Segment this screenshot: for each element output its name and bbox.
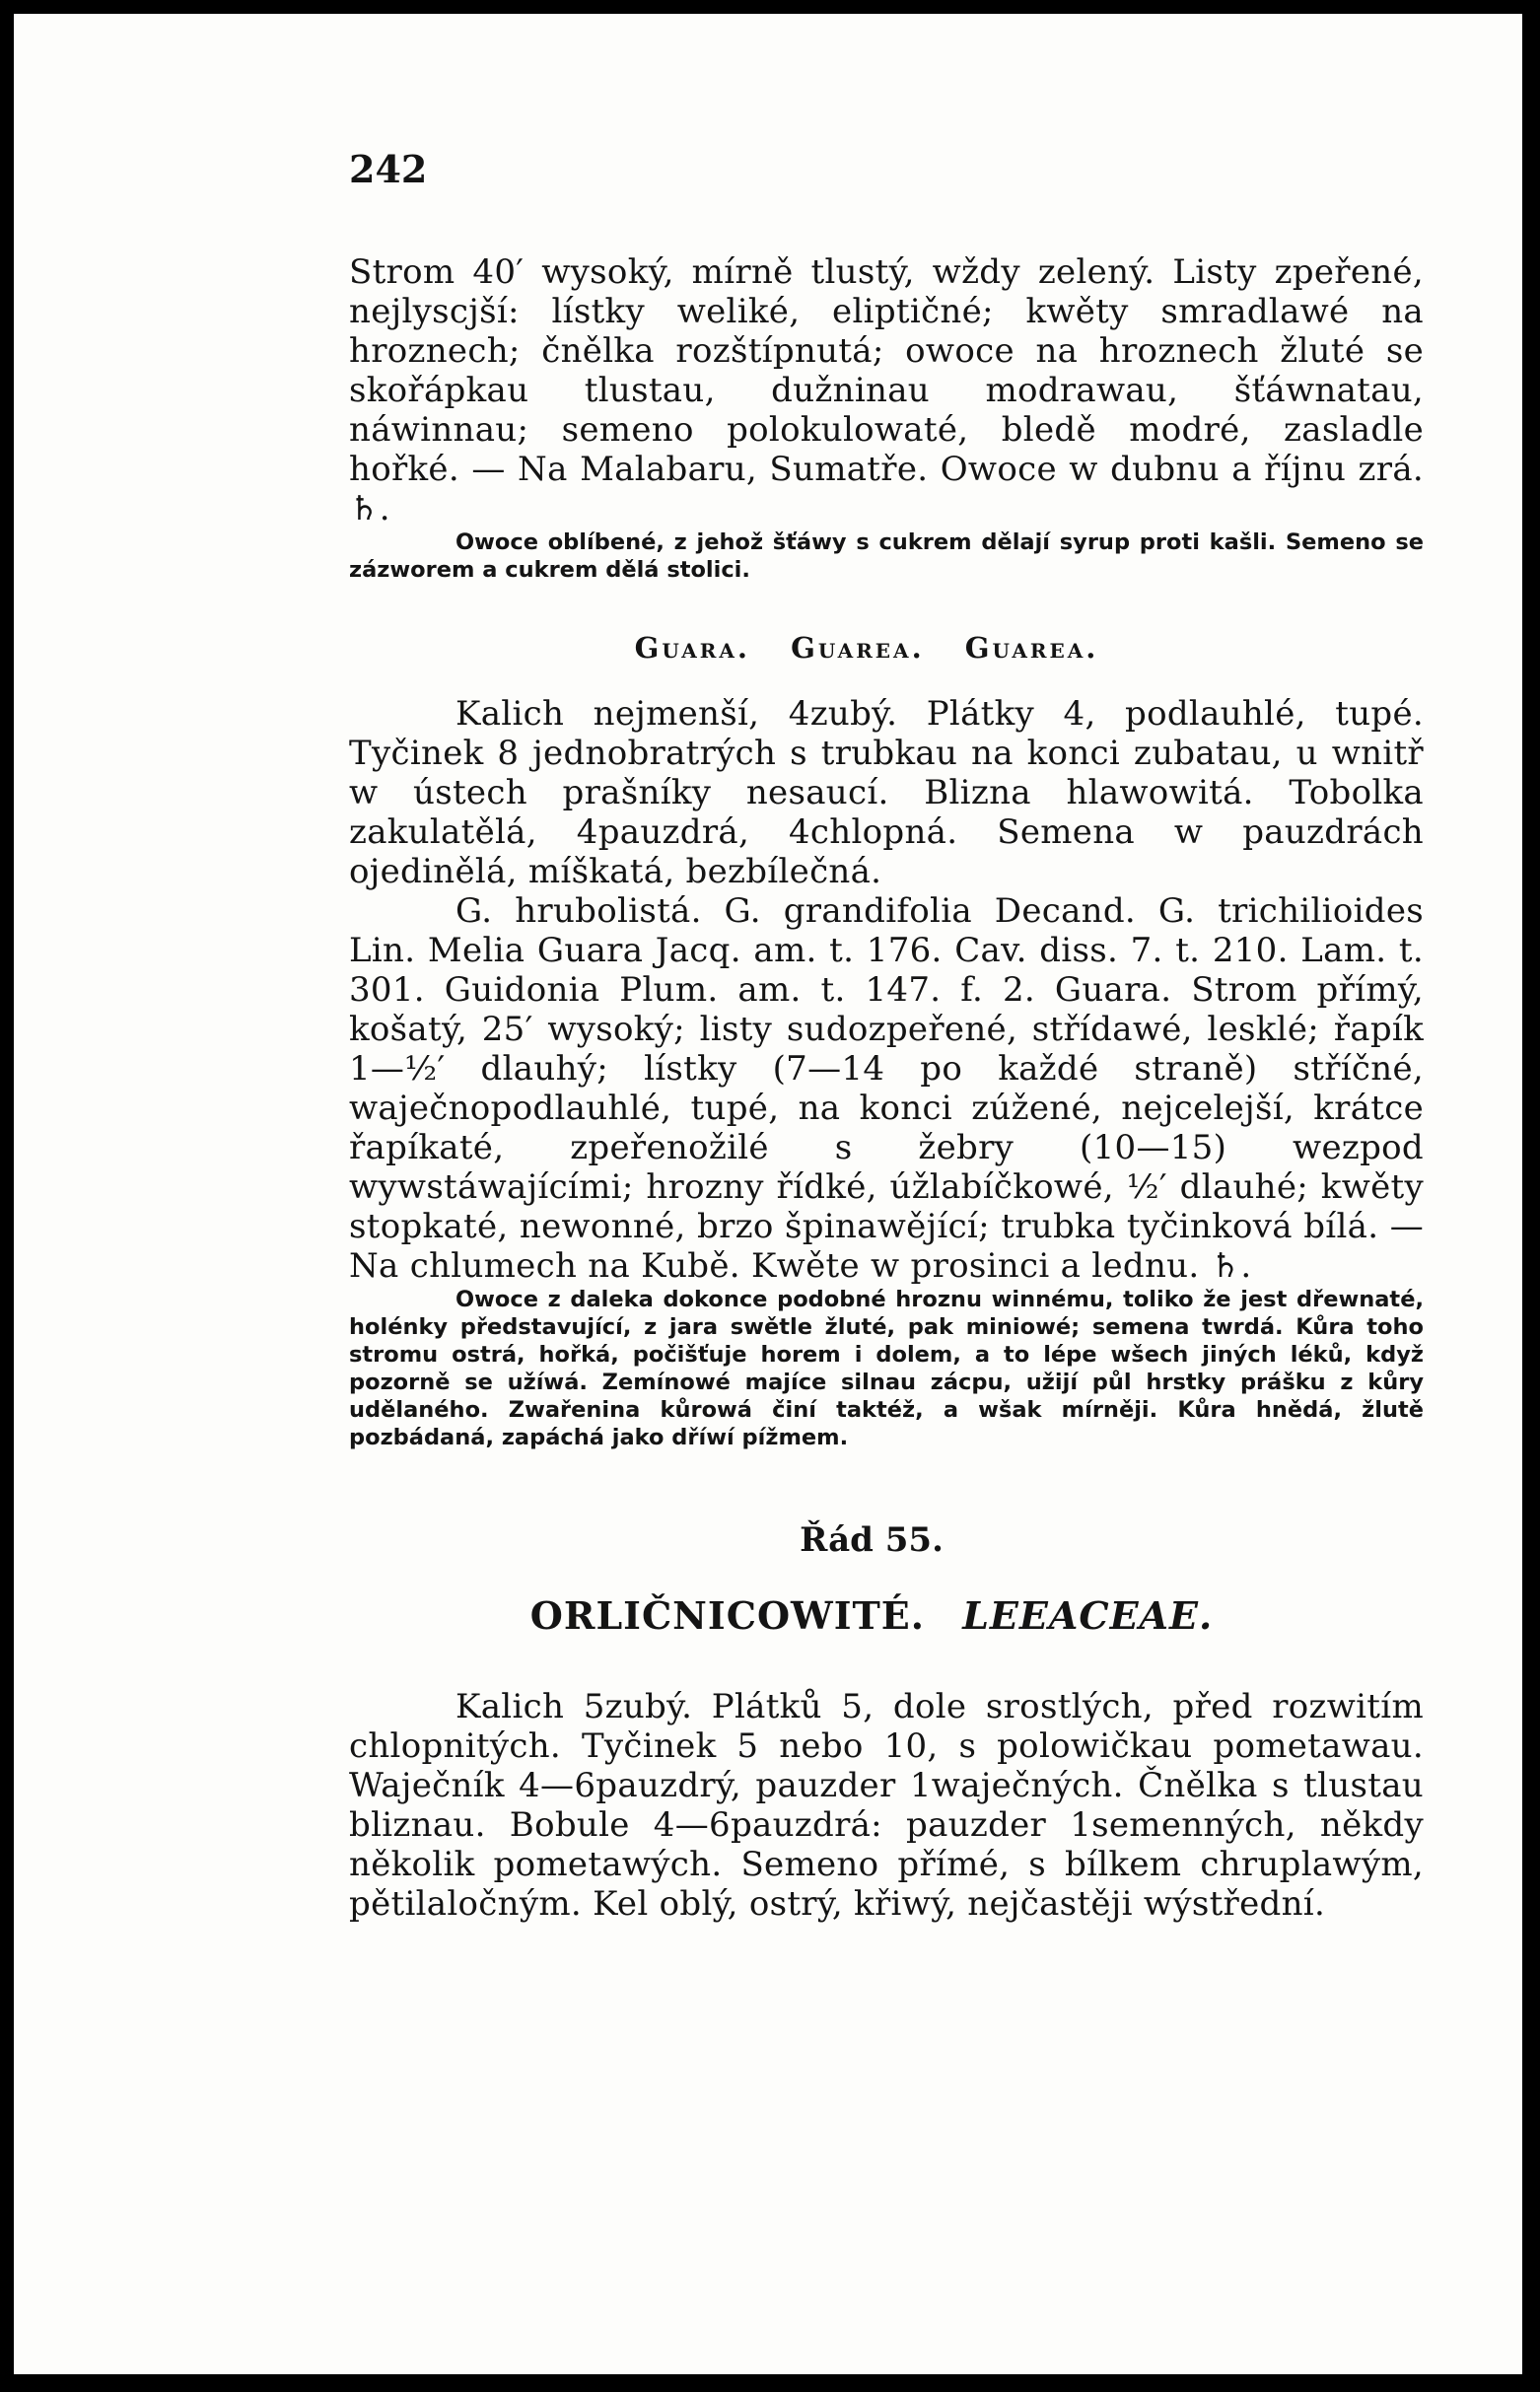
genus-heading-1: Guara. <box>634 631 750 665</box>
genus-heading-2: Guarea. <box>791 631 925 665</box>
order-heading: Řád 55. <box>800 1520 944 1560</box>
genus-heading <box>349 631 1424 665</box>
species-description: G. hrubolistá. G. grandifolia Decand. G. trichilioides Lin. Melia Guara Jacq. am. t. 176. Cav. diss. 7. t. 210. Lam. t. 301. Guidonia Plum. am. t. 147. f. 2. Guara. Strom přímý, košatý, 25′ wysoký; listy sudozpeřené, střídawé, lesklé; řapík 1—½′ dlauhý; lístky (7—14 po každé straně) stříčné, waječnopodlauhlé, tupé, na konci zúžené, nejcelejší, krátce řapíkaté, zpeřenožilé s žebry (10—15) wezpod wywstáwajícími; hrozny řídké, úžlabíčkowé, ½′ dlauhé; kwěty stopkaté, newonné, brzo špinawějící; trubka tyčinková bílá. — Na chlumech na Kubě. Kwěte w prosinci a lednu. ♄. <box>349 891 1424 1286</box>
page-number: 242 <box>349 147 428 191</box>
family-heading-latin: LEEACEAE. <box>962 1593 1214 1638</box>
genus-description: Kalich nejmenší, 4zubý. Plátky 4, podlauhlé, tupé. Tyčinek 8 jednobratrých s trubkau na konci zubatau, u wnitř w ústech prašníky nesaucí. Blizna hlawowitá. Tobolka zakulatělá, 4pauzdrá, 4chlopná. Semena w pauzdrách ojedinělá, míškatá, bezbílečná. <box>349 694 1424 891</box>
family-heading-czech: ORLIČNICOWITÉ. <box>529 1593 925 1638</box>
guarea-tail-note: Owoce oblíbené, z jehož šťáwy s cukrem dělají syrup proti kašli. Semeno se zázworem a cukrem dělá stolici. <box>349 529 1424 583</box>
family-description: Kalich 5zubý. Plátků 5, dole srostlých, před rozwitím chlopnitých. Tyčinek 5 nebo 10, s polowičkau pometawau. Waječník 4—6pauzdrý, pauzder 1waječných. Čnělka s tlustau bliznau. Bobule 4—6pauzdrá: pauzder 1semenných, někdy několik pometawých. Semeno přímé, s bílkem chruplawým, pětilaločným. Kel oblý, ostrý, křiwý, nejčastěji wýstřední. <box>349 1687 1424 1924</box>
page-content <box>349 147 1424 1924</box>
book-page <box>14 14 1522 2374</box>
guarea-tail-paragraph: Strom 40′ wysoký, mírně tlustý, wždy zelený. Listy zpeřené, nejlyscjší: lístky weliké, eliptičné; kwěty smradlawé na hroznech; čnělka rozštípnutá; owoce na hroznech žluté se skořápkau tlustau, dužninau modrawau, šťáwnatau, náwinnau; semeno polokulowaté, bledě modré, zasladle hořké. — Na Malabaru, Sumatře. Owoce w dubnu a říjnu zrá. ♄. <box>349 252 1424 528</box>
family-heading <box>349 1593 1424 1638</box>
genus-heading-3: Guarea. <box>964 631 1099 665</box>
species-note: Owoce z daleka dokonce podobné hroznu winnému, toliko že jest dřewnaté, holénky představující, z jara swětle žluté, pak miniowé; semena twrdá. Kůra toho stromu ostrá, hořká, počišťuje horem i dolem, a to lépe wšech jiných léků, když pozorně se užíwá. Zemínowé majíce silnau zácpu, užijí půl hrstky prášku z kůry udělaného. Zwařenina kůrowá činí taktéž, a wšak mírněji. Kůra hnědá, žlutě pozbádaná, zapáchá jako dříwí pížmem. <box>349 1287 1424 1450</box>
